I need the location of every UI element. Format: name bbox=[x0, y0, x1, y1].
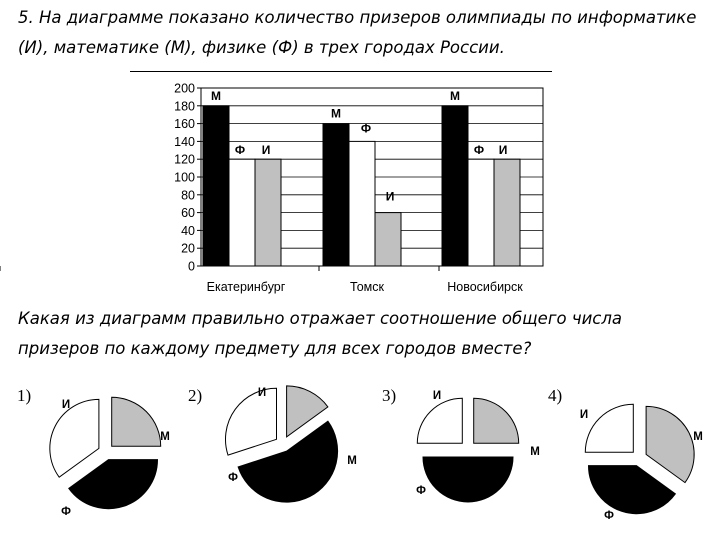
pie-number: 3) bbox=[382, 386, 397, 405]
pie-slice-label: И bbox=[432, 390, 442, 402]
sub-question-line-1: Какая из диаграмм правильно отражает соотношение общего числа bbox=[18, 309, 623, 328]
question-line-1: 5. На диаграмме показано количество призеров олимпиады по информатике bbox=[18, 8, 697, 27]
y-tick-label: 160 bbox=[174, 117, 195, 132]
pie-slice-math bbox=[423, 457, 513, 502]
pie-slice-physics bbox=[417, 398, 462, 443]
pie-slice-label: Ф bbox=[604, 510, 614, 522]
pie-slice-label: М bbox=[160, 431, 170, 443]
pie-slice-informatics bbox=[646, 406, 694, 482]
x-category-label: Новосибирск bbox=[447, 280, 523, 294]
pie-slice-math bbox=[69, 460, 158, 509]
pie-slice-label: Ф bbox=[228, 472, 238, 484]
y-tick-label: 40 bbox=[181, 223, 195, 238]
y-tick-label: 0 bbox=[188, 259, 195, 274]
pie-slice-physics bbox=[50, 399, 99, 477]
bar-series-label: И bbox=[385, 189, 395, 204]
pie-slice-physics bbox=[225, 388, 276, 455]
y-tick-label: 60 bbox=[181, 206, 195, 221]
x-category-label: Томск bbox=[350, 280, 384, 294]
bar-series-label: Ф bbox=[360, 121, 372, 136]
bar-series-label: И bbox=[261, 143, 271, 158]
pie-slice-label: И bbox=[61, 399, 71, 411]
pie-slice-label: И bbox=[579, 409, 589, 421]
pie-slice-label: Ф bbox=[416, 485, 426, 497]
bar-series-label: И bbox=[498, 143, 508, 158]
pie-number: 4) bbox=[548, 386, 563, 405]
pie-slice-label: М bbox=[530, 446, 540, 458]
y-tick-label: 180 bbox=[174, 99, 195, 114]
pie-slice-label: И bbox=[257, 387, 267, 399]
y-tick-label: 120 bbox=[174, 152, 195, 167]
y-tick-label: 200 bbox=[174, 81, 195, 96]
y-tick-label: 20 bbox=[181, 241, 195, 256]
pie-slice-informatics bbox=[112, 397, 161, 446]
pie-slice-physics bbox=[585, 404, 633, 452]
bar-series-label: М bbox=[450, 88, 460, 103]
bar-series-label: М bbox=[331, 106, 341, 121]
bar-series-label: М bbox=[211, 88, 221, 103]
pie-slice-math bbox=[588, 466, 675, 514]
sub-question-line-2: призеров по каждому предмету для всех городов вместе? bbox=[18, 339, 532, 358]
bar-series-label: Ф bbox=[473, 143, 485, 158]
y-tick-label: 140 bbox=[174, 134, 195, 149]
y-tick-label: 80 bbox=[181, 188, 195, 203]
pie-slice-label: М bbox=[347, 455, 357, 467]
pie-slice-informatics bbox=[474, 398, 519, 443]
y-tick-label: 100 bbox=[174, 170, 195, 185]
pie-slice-label: М bbox=[693, 431, 703, 443]
bar-series-label: Ф bbox=[234, 143, 246, 158]
pie-number: 1) bbox=[17, 386, 32, 405]
pie-number: 2) bbox=[188, 386, 203, 405]
question-line-2: (И), математике (М), физике (Ф) в трех городах России. bbox=[18, 38, 505, 57]
x-category-label: Екатеринбург bbox=[206, 280, 286, 294]
pie-slice-label: Ф bbox=[61, 506, 71, 518]
